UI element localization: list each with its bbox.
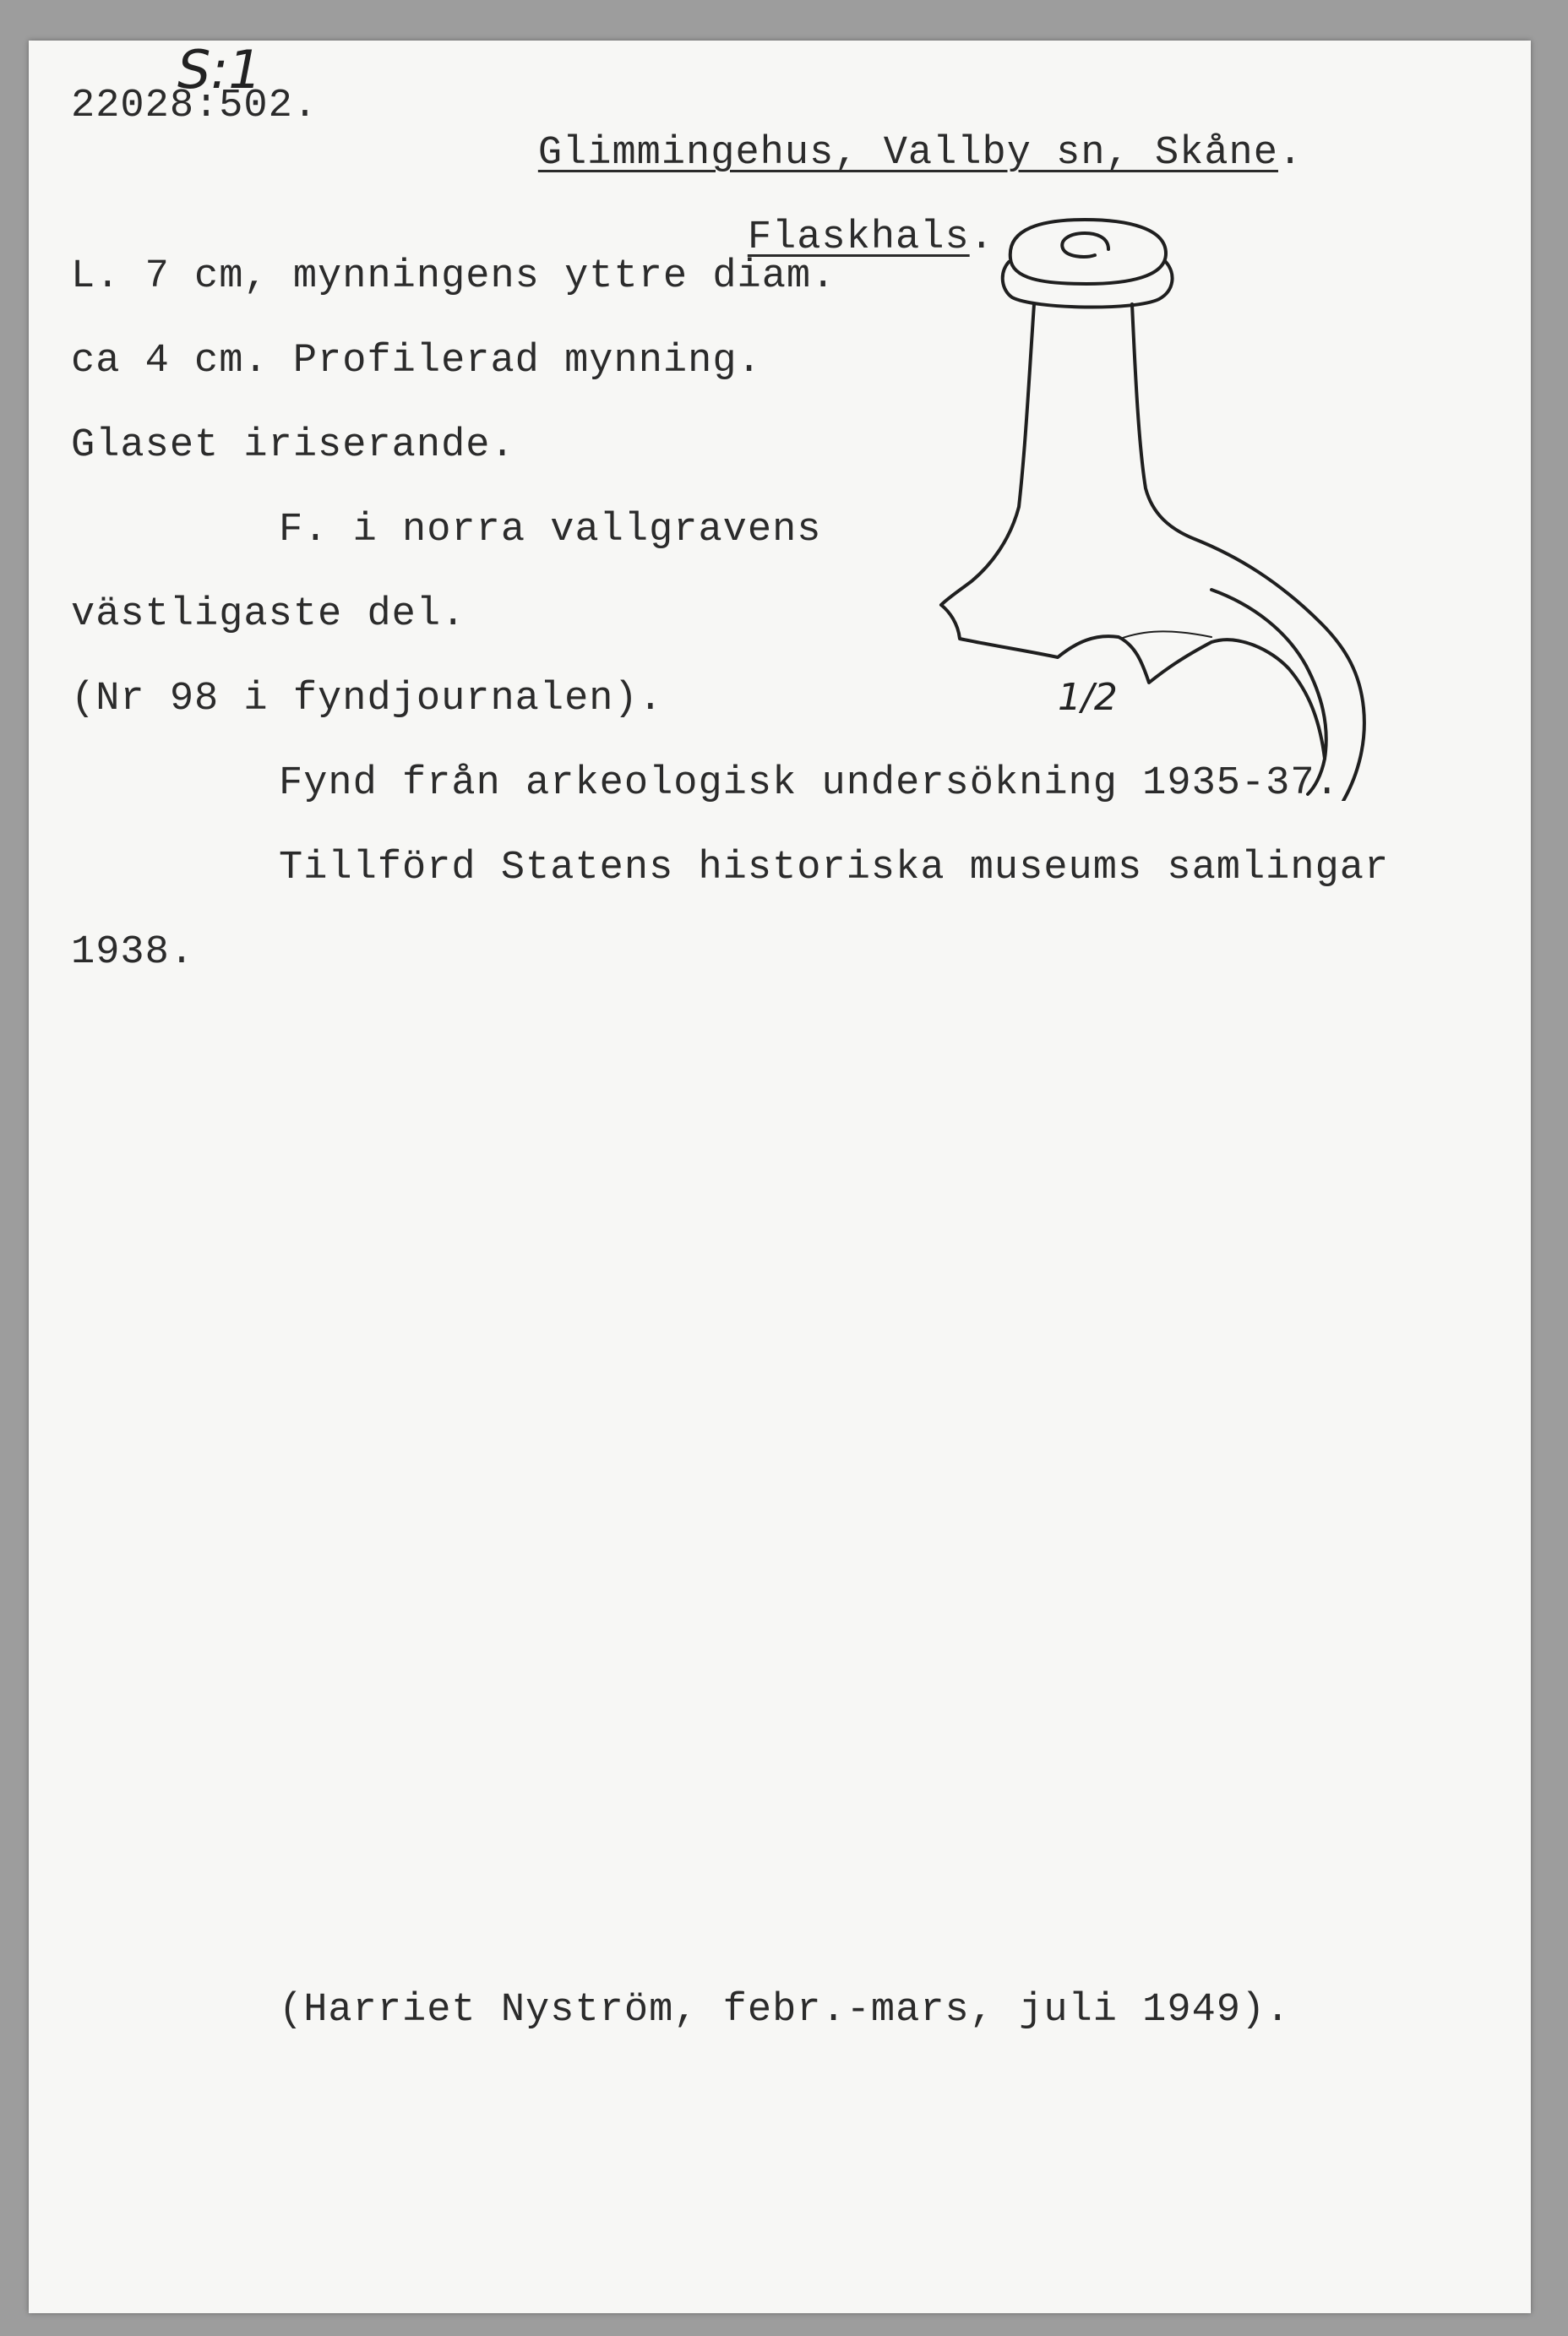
scale-label: 1/2 — [1058, 676, 1118, 719]
acquisition-line-2: 1938. — [71, 930, 195, 975]
find-line-1: F. i norra vallgravens — [279, 508, 822, 553]
excavation-line: Fynd från arkeologisk undersökning 1935-37. — [279, 761, 1340, 806]
object-name: Flaskhals — [747, 215, 970, 260]
shoulder-inner — [1211, 590, 1326, 794]
find-line-2: västligaste del. — [71, 592, 466, 637]
rim-top — [1010, 220, 1166, 284]
catalog-number: 22028:502. — [71, 84, 318, 128]
broken-edge — [941, 605, 1325, 759]
find-line-3: (Nr 98 i fyndjournalen). — [71, 677, 663, 721]
location-period: . — [1277, 131, 1304, 176]
description-line-1: L. 7 cm, mynningens yttre diam. — [71, 254, 836, 299]
bottle-neck-sketch — [29, 41, 1531, 801]
rim-spiral — [1062, 233, 1108, 257]
neck-left — [941, 304, 1034, 605]
catalog-card — [29, 41, 1531, 2313]
acquisition-line-1: Tillförd Statens historiska museums samlingar — [279, 846, 1390, 890]
location-text: Glimmingehus, Vallby sn, Skåne — [537, 131, 1278, 176]
broken-edge-inner — [1120, 631, 1211, 639]
handwritten-mark: S:1 — [177, 39, 262, 101]
description-line-3: Glaset iriserande. — [71, 423, 515, 468]
neck-right — [1132, 304, 1364, 801]
object-name-period: . — [969, 215, 994, 260]
description-line-2: ca 4 cm. Profilerad mynning. — [71, 339, 762, 384]
author-line: (Harriet Nyström, febr.-mars, juli 1949). — [279, 1988, 1291, 2033]
